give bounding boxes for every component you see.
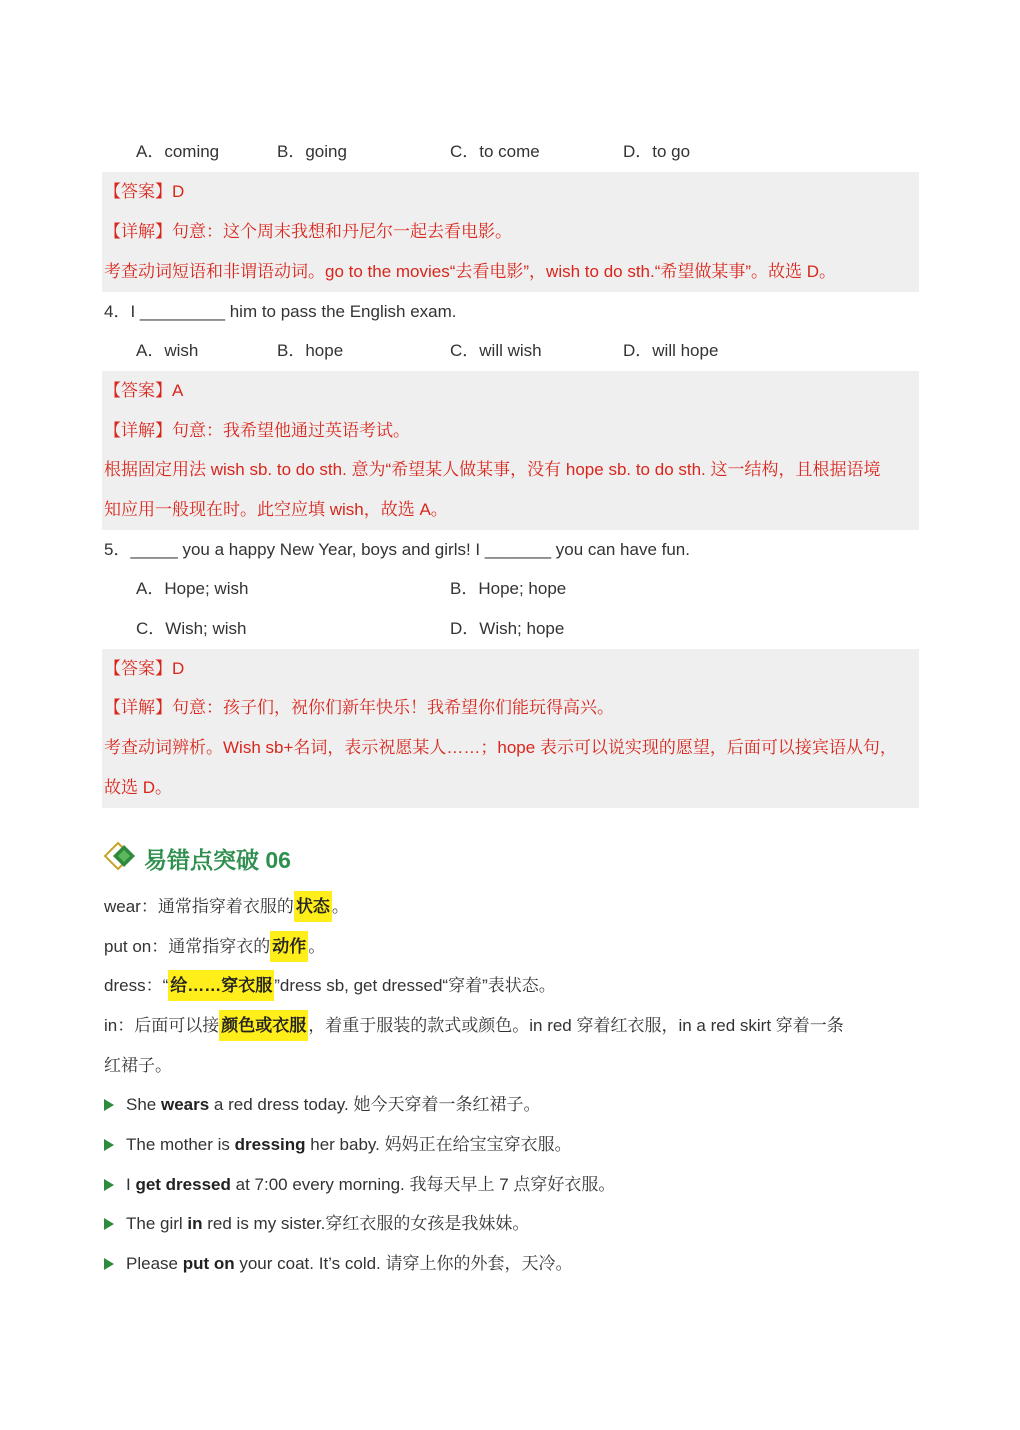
diamond-icon	[104, 842, 140, 882]
triangle-bullet-icon	[104, 1258, 114, 1270]
q3-option-c: C．to come	[450, 142, 540, 161]
q5-option-c: C．Wish; wish	[136, 619, 247, 638]
section-title: 易错点突破 06	[144, 847, 291, 873]
highlight-color-clothes: 颜色或衣服	[219, 1010, 308, 1041]
q3-option-a: A．coming	[136, 142, 220, 161]
def-dress: dress：“ 给……穿衣服 ”dress sb, get dressed“穿着”表状态。	[104, 966, 556, 1006]
q3-detail: 【详解】句意：这个周末我想和丹尼尔一起去看电影。	[104, 222, 512, 241]
q4-explanation-line1: 根据固定用法 wish sb. to do sth. 意为“希望某人做某事，没有 hope sb. to do sth. 这一结构，且根据语境	[104, 460, 881, 479]
q5-detail: 【详解】句意：孩子们，祝你们新年快乐！我希望你们能玩得高兴。	[104, 698, 614, 717]
q5-answer: 【答案】D	[104, 659, 185, 678]
def-put-on: put on：通常指穿衣的 动作 。	[104, 927, 325, 967]
q3-option-b: B．going	[277, 142, 347, 161]
q4-explanation-line2: 知应用一般现在时。此空应填 wish，故选 A。	[104, 500, 448, 519]
section-heading	[104, 840, 291, 880]
q4-option-c: C．will wish	[450, 341, 542, 360]
def-in-line2: 红裙子。	[104, 1056, 172, 1075]
q4-option-d: D．will hope	[623, 341, 719, 360]
q3-explanation: 考查动词短语和非谓语动词。go to the movies“去看电影”，wish to do sth.“希望做某事”。故选 D。	[104, 262, 837, 281]
q4-option-b: B．hope	[277, 341, 344, 360]
highlight-action: 动作	[270, 931, 308, 962]
q3-option-d: D．to go	[623, 142, 691, 161]
q4-detail: 【详解】句意：我希望他通过英语考试。	[104, 421, 410, 440]
highlight-dress: 给……穿衣服	[168, 970, 274, 1001]
q5-explanation-line2: 故选 D。	[104, 778, 172, 797]
q5-stem: 5．_____ you a happy New Year, boys and girls! I _______ you can have fun.	[104, 540, 690, 559]
q5-option-b: B．Hope; hope	[450, 579, 567, 598]
example-1: She wears a red dress today. 她今天穿着一条红裙子。	[104, 1085, 540, 1125]
triangle-bullet-icon	[104, 1218, 114, 1230]
q3-answer: 【答案】D	[104, 182, 185, 201]
q4-answer: 【答案】A	[104, 381, 184, 400]
example-4: The girl in red is my sister.穿红衣服的女孩是我妹妹。	[104, 1204, 529, 1244]
q4-stem: 4．I _________ him to pass the English exam.	[104, 302, 457, 321]
q5-option-a: A．Hope; wish	[136, 579, 249, 598]
def-wear: wear：通常指穿着衣服的 状态 。	[104, 887, 349, 927]
example-5: Please put on your coat. It’s cold. 请穿上你的外套，天冷。	[104, 1244, 573, 1284]
triangle-bullet-icon	[104, 1179, 114, 1191]
triangle-bullet-icon	[104, 1139, 114, 1151]
highlight-state: 状态	[294, 891, 332, 922]
def-in: in：后面可以接 颜色或衣服 ，着重于服装的款式或颜色。in red 穿着红衣服，in a red skirt 穿着一条	[104, 1006, 844, 1046]
example-2: The mother is dressing her baby. 妈妈正在给宝宝穿衣服。	[104, 1125, 572, 1165]
q5-explanation-line1: 考查动词辨析。Wish sb+名词，表示祝愿某人……；hope 表示可以说实现的愿望，后面可以接宾语从句，	[104, 738, 897, 757]
triangle-bullet-icon	[104, 1099, 114, 1111]
q5-option-d: D．Wish; hope	[450, 619, 565, 638]
q4-option-a: A．wish	[136, 341, 199, 360]
example-3: I get dressed at 7:00 every morning. 我每天早上 7 点穿好衣服。	[104, 1165, 615, 1205]
